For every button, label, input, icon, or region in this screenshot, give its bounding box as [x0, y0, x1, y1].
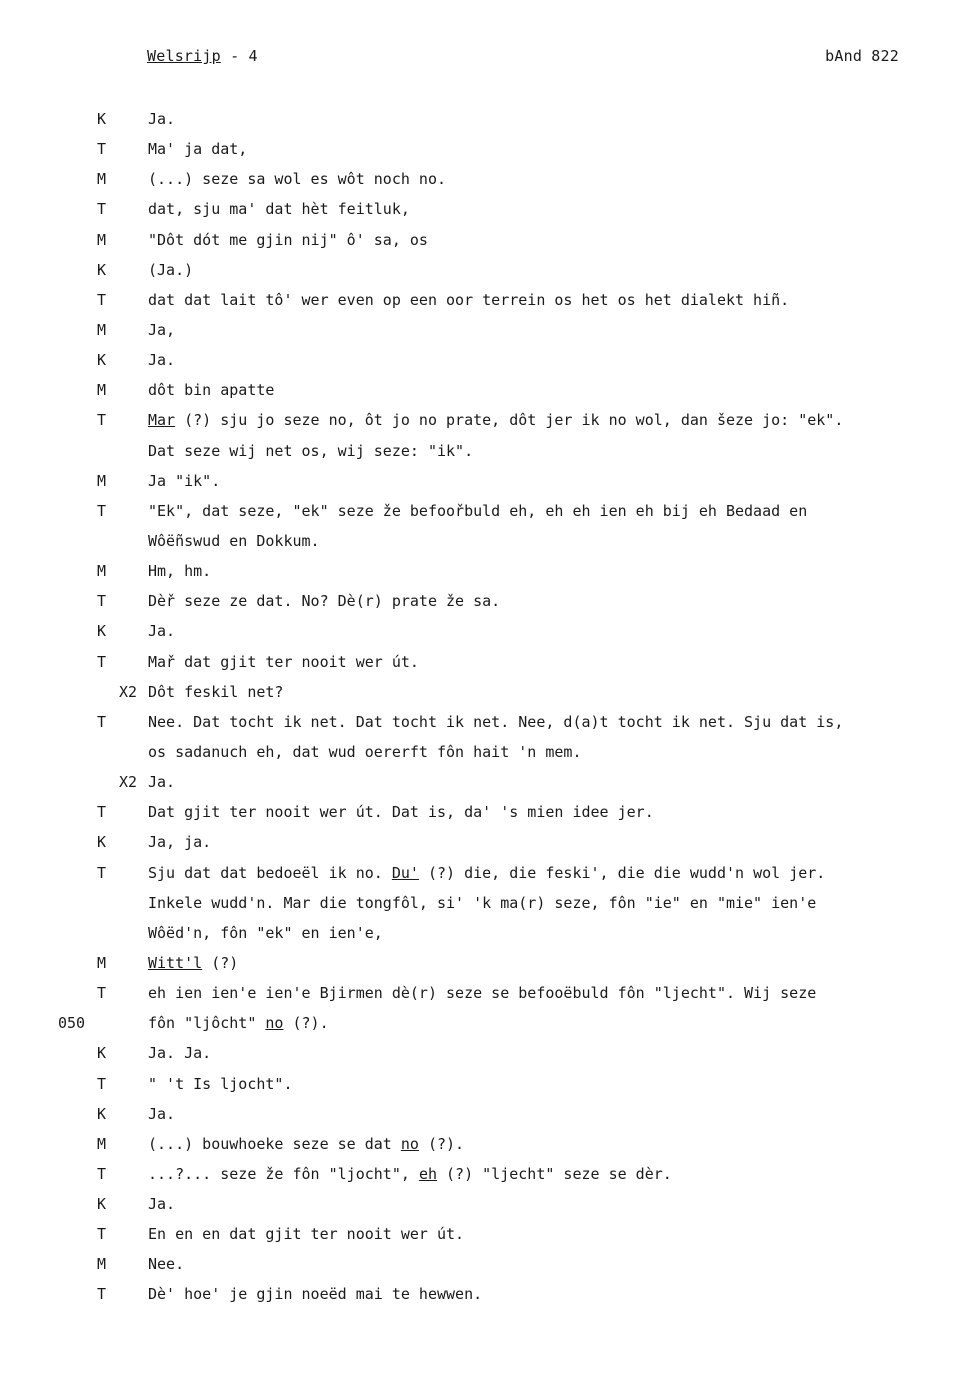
utterance-body: (?) die, die feski', die die wudd'n wol jer. [418, 863, 826, 882]
utterance-body: Wôëd'n, fôn "ek" en ien'e, [148, 923, 383, 942]
underlined-word: eh [418, 1164, 437, 1183]
transcript-line [0, 982, 979, 1012]
speaker-label: K [97, 1104, 107, 1123]
utterance-text [148, 1042, 211, 1064]
utterance-body: Ja. [148, 773, 176, 792]
utterance-body: Dôt feskil net? [148, 682, 284, 701]
utterance-body: (?) sju jo seze no, ôt jo no prate, dôt jer ik no wol, dan šeze jo: "ek". [175, 411, 844, 430]
transcript-line [0, 1193, 979, 1223]
utterance-body: Ma' ja dat, [148, 140, 248, 159]
speaker-label: X2 [119, 682, 138, 701]
utterance-body: Dèř seze ze dat. No? Dè(r) prate že sa. [148, 592, 501, 611]
transcript-line [0, 440, 979, 470]
speaker-label: K [97, 1044, 107, 1063]
utterance-body: Ja. [148, 110, 176, 128]
utterance-body: Dat gjit ter nooit wer út. Dat is, da' 's mien idee jer. [148, 803, 654, 822]
utterance-text [148, 530, 320, 552]
transcript-line [0, 801, 979, 831]
utterance-body: (?) "ljecht" seze se dèr. [437, 1164, 672, 1183]
utterance-text [148, 319, 175, 341]
utterance-text [148, 1193, 175, 1215]
utterance-body: eh ien ien'e ien'e Bjirmen dè(r) seze se befooëbuld fôn "ljecht". Wij seze [148, 984, 817, 1003]
utterance-body: Ja, [148, 320, 176, 339]
speaker-label: M [97, 170, 107, 189]
utterance-text [148, 1253, 184, 1275]
utterance-prefix: ...?... seze že fôn "ljocht", [148, 1164, 419, 1183]
utterance-text [148, 922, 383, 944]
transcript-line [0, 741, 979, 771]
speaker-label: M [97, 230, 107, 249]
utterance-text [148, 379, 274, 401]
transcript-line [0, 379, 979, 409]
utterance-text [148, 229, 428, 251]
speaker-label: T [97, 290, 107, 309]
speaker-label: M [97, 1255, 107, 1274]
utterance-text [148, 982, 816, 1004]
utterance-text [148, 1223, 464, 1245]
utterance-prefix: Sju dat dat bedoeël ik no. [148, 863, 392, 882]
speaker-label: X2 [119, 773, 138, 792]
utterance-text [148, 168, 446, 190]
transcript-line [0, 560, 979, 590]
transcript-line [0, 862, 979, 892]
speaker-label: T [97, 200, 107, 219]
underlined-word: no [400, 1134, 419, 1153]
transcript-line [0, 590, 979, 620]
utterance-text [148, 198, 410, 220]
utterance-body: Mař dat gjit ter nooit wer út. [148, 652, 419, 671]
utterance-body: os sadanuch eh, dat wud oererft fôn hait 'n mem. [148, 742, 582, 761]
utterance-body: Ja. [148, 1195, 176, 1214]
utterance-text [148, 681, 283, 703]
utterance-text [148, 1283, 482, 1305]
utterance-body: "Ek", dat seze, "ek" seze že befoořbuld eh, eh eh ien eh bij eh Bedaad en [148, 501, 808, 520]
transcript-line [0, 1073, 979, 1103]
utterance-body: Nee. Dat tocht ik net. Dat tocht ik net. Nee, d(a)t tocht ik net. Sju dat is, [148, 712, 844, 731]
utterance-text [148, 1133, 464, 1155]
speaker-label: T [97, 1225, 107, 1244]
utterance-text [148, 500, 807, 522]
speaker-label: M [97, 381, 107, 400]
utterance-body: Ja "ik". [148, 471, 221, 490]
speaker-label: K [97, 1195, 107, 1214]
transcript-line [0, 470, 979, 500]
utterance-prefix: (...) bouwhoeke seze se dat [148, 1134, 401, 1153]
utterance-text [148, 620, 175, 642]
utterance-body: Ja. [148, 351, 176, 370]
transcript-line [0, 952, 979, 982]
underlined-word: no [265, 1014, 284, 1033]
transcript-line [0, 1042, 979, 1072]
speaker-label: M [97, 320, 107, 339]
utterance-body: (?) [202, 953, 239, 972]
speaker-label: M [97, 953, 107, 972]
underlined-word: Mar [148, 411, 176, 430]
speaker-label: T [97, 803, 107, 822]
utterance-text [148, 1163, 672, 1185]
transcript-line [0, 198, 979, 228]
transcript-line [0, 1223, 979, 1253]
transcript-line [0, 409, 979, 439]
utterance-text [148, 470, 220, 492]
speaker-label: K [97, 622, 107, 641]
utterance-text [148, 138, 247, 160]
utterance-body: " 't Is ljocht". [148, 1074, 293, 1093]
transcript-line [0, 349, 979, 379]
transcript-line [0, 1163, 979, 1193]
utterance-prefix: fôn "ljôcht" [148, 1014, 266, 1033]
utterance-body: Ja, ja. [148, 833, 212, 852]
speaker-label: K [97, 833, 107, 852]
utterance-body: (...) seze sa wol es wôt noch no. [148, 170, 447, 189]
speaker-label: T [97, 592, 107, 611]
transcript-line [0, 892, 979, 922]
utterance-body: "Dôt dót me gjin nij" ô' sa, os [148, 230, 428, 249]
utterance-body: (?). [418, 1134, 465, 1153]
transcript-line [0, 229, 979, 259]
transcript-line [0, 922, 979, 952]
speaker-label: K [97, 260, 107, 279]
utterance-body: En en en dat gjit ter nooit wer út. [148, 1225, 465, 1244]
transcript-line [0, 168, 979, 198]
transcript-line [0, 1012, 979, 1042]
utterance-body: Ja. [148, 622, 176, 641]
transcript-line [0, 1283, 979, 1313]
utterance-body: Wôëñswud en Dokkum. [148, 531, 320, 550]
transcript-line [0, 319, 979, 349]
utterance-text [148, 440, 473, 462]
utterance-text [148, 259, 193, 281]
utterance-text [148, 651, 419, 673]
page-header [147, 47, 899, 65]
utterance-body: (Ja.) [148, 260, 194, 279]
speaker-label: M [97, 471, 107, 490]
transcript-line [0, 530, 979, 560]
utterance-text [148, 349, 175, 371]
transcript-line [0, 711, 979, 741]
transcript-line [0, 1253, 979, 1283]
utterance-text [148, 862, 825, 884]
transcript-line [0, 108, 979, 138]
utterance-body: Dè' hoe' je gjin noeëd mai te hewwen. [148, 1285, 483, 1304]
speaker-label: T [97, 1164, 107, 1183]
header-page-number: - 4 [220, 47, 258, 65]
header-title [147, 47, 258, 65]
underlined-word: Witt'l [148, 953, 203, 972]
transcript-lines [0, 108, 979, 1314]
speaker-label: T [97, 984, 107, 1003]
speaker-label: T [97, 411, 107, 430]
transcript-line [0, 500, 979, 530]
utterance-body: Ja. [148, 1104, 176, 1123]
utterance-body: Inkele wudd'n. Mar die tongfôl, si' 'k ma(r) seze, fôn "ie" en "mie" ien'e [148, 893, 817, 912]
transcript-line [0, 1103, 979, 1133]
transcript-line [0, 289, 979, 319]
utterance-text [148, 560, 211, 582]
utterance-text [148, 108, 175, 130]
transcript-line [0, 831, 979, 861]
utterance-body: Ja. Ja. [148, 1044, 212, 1063]
speaker-label: M [97, 562, 107, 581]
utterance-body: Hm, hm. [148, 562, 212, 581]
utterance-text [148, 590, 500, 612]
transcript-line [0, 1133, 979, 1163]
transcript-line [0, 259, 979, 289]
transcript-line [0, 651, 979, 681]
utterance-text [148, 831, 211, 853]
utterance-body: Dat seze wij net os, wij seze: "ik". [148, 441, 474, 460]
utterance-body: dat dat lait tô' wer even op een oor terrein os het os het dialekt hiñ. [148, 290, 790, 309]
transcript-line [0, 771, 979, 801]
utterance-text [148, 409, 843, 431]
speaker-label: T [97, 1074, 107, 1093]
utterance-text [148, 771, 175, 793]
speaker-label: M [97, 1134, 107, 1153]
utterance-text [148, 289, 789, 311]
utterance-text [148, 741, 581, 763]
speaker-label: T [97, 140, 107, 159]
header-place: Welsrijp [147, 47, 221, 65]
speaker-label: T [97, 501, 107, 520]
utterance-text [148, 1103, 175, 1125]
underlined-word: Du' [391, 863, 419, 882]
utterance-text [148, 801, 654, 823]
utterance-body: dat, sju ma' dat hèt feitluk, [148, 200, 410, 219]
transcript-line [0, 620, 979, 650]
utterance-text [148, 711, 843, 733]
transcript-line [0, 681, 979, 711]
utterance-body: dôt bin apatte [148, 381, 275, 400]
speaker-label: T [97, 652, 107, 671]
speaker-label: T [97, 863, 107, 882]
transcript-line [0, 138, 979, 168]
speaker-label: K [97, 110, 107, 128]
speaker-label: T [97, 1285, 107, 1304]
utterance-text [148, 1073, 293, 1095]
header-band: bAnd 822 [825, 47, 899, 65]
line-counter: 050 [58, 1014, 86, 1033]
utterance-body: (?). [283, 1014, 329, 1033]
utterance-text [148, 952, 238, 974]
speaker-label: T [97, 712, 107, 731]
utterance-text [148, 1012, 329, 1034]
utterance-body: Nee. [148, 1255, 185, 1274]
utterance-text [148, 892, 816, 914]
speaker-label: K [97, 351, 107, 370]
